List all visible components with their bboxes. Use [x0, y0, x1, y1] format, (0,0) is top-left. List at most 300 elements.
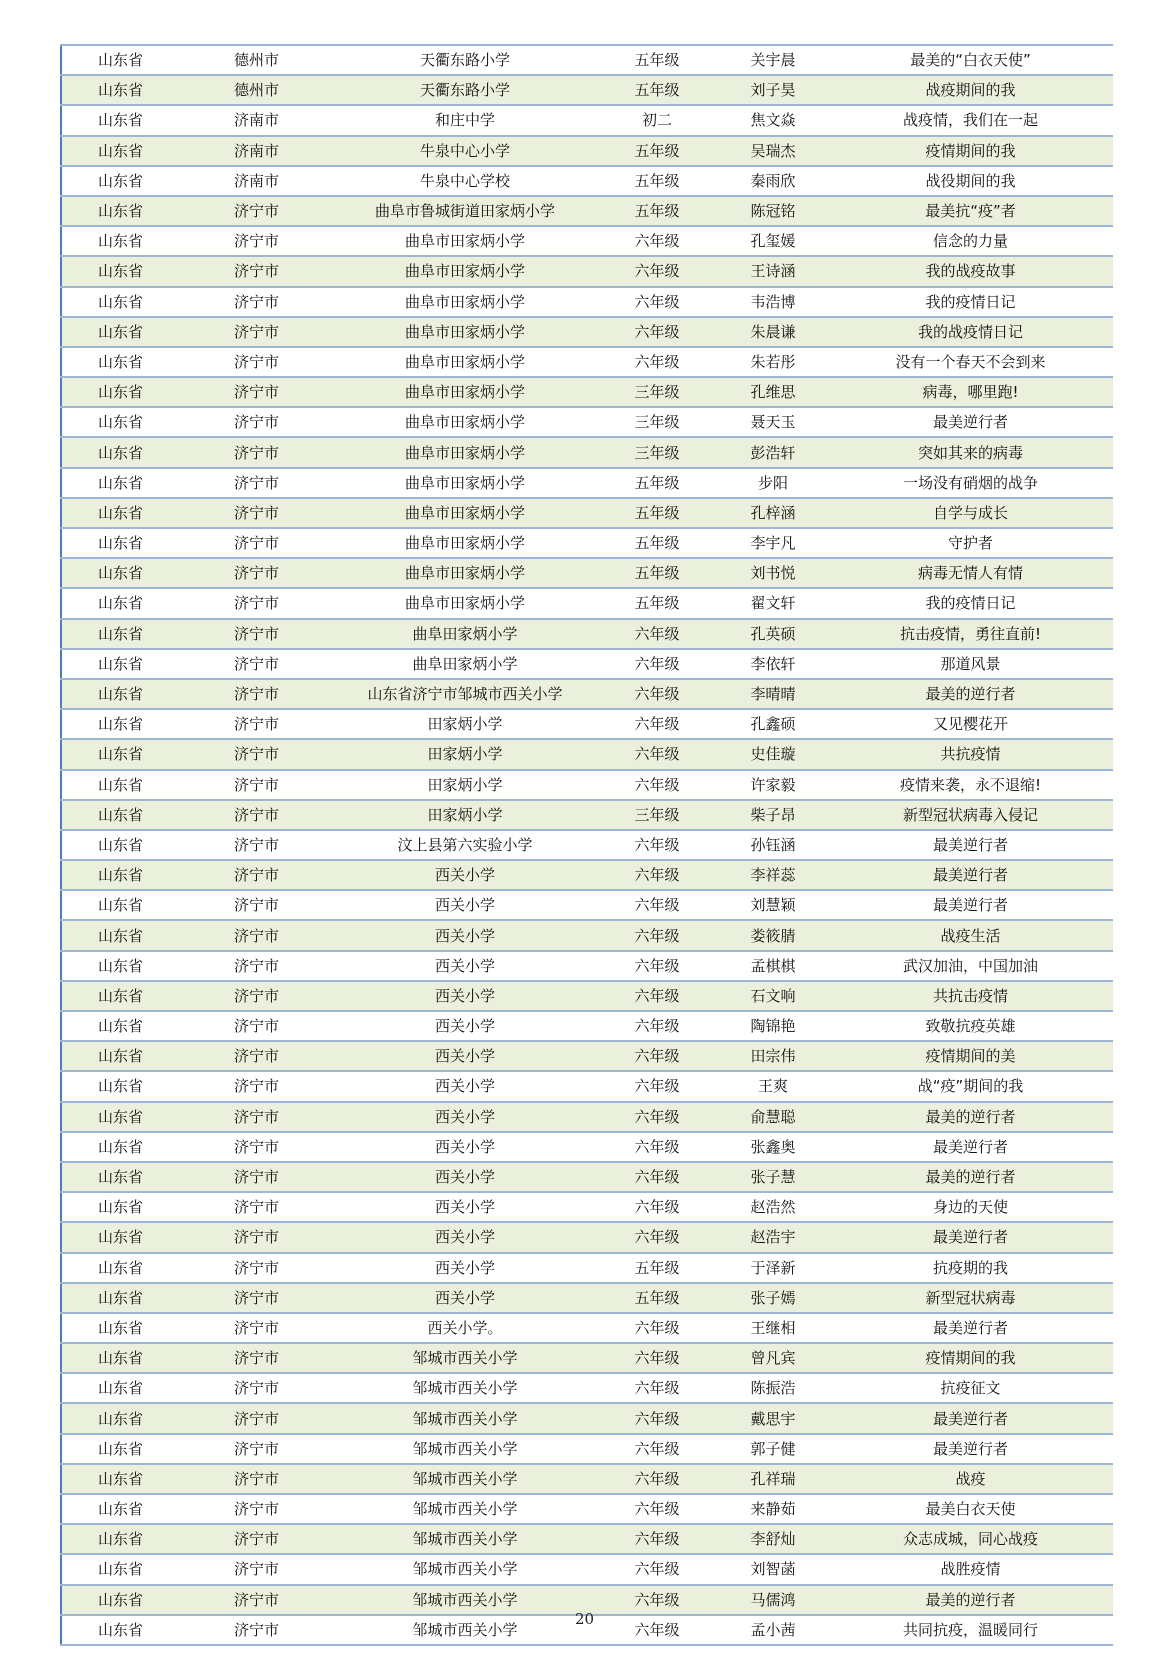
- school-cell: 牛泉中心小学: [334, 136, 596, 166]
- table-row: [61, 1434, 1113, 1464]
- grade-cell: 六年级: [596, 1011, 718, 1041]
- province-cell: 山东省: [61, 1434, 179, 1464]
- grade-cell: 五年级: [596, 558, 718, 588]
- province-cell: 山东省: [61, 890, 179, 920]
- essay-title-cell: 最美逆行者: [828, 1434, 1113, 1464]
- student-name-cell: 陈冠铭: [718, 196, 828, 226]
- student-name-cell: 孔维思: [718, 377, 828, 407]
- province-cell: 山东省: [61, 1283, 179, 1313]
- city-cell: 济宁市: [179, 317, 334, 347]
- essay-title-cell: 众志成城，同心战疫: [828, 1524, 1113, 1554]
- essay-title-cell: 共同抗疫，温暖同行: [828, 1615, 1113, 1645]
- grade-cell: 六年级: [596, 1554, 718, 1584]
- student-name-cell: 赵浩然: [718, 1192, 828, 1222]
- school-cell: 田家炳小学: [334, 800, 596, 830]
- student-name-cell: 朱晨谦: [718, 317, 828, 347]
- student-name-cell: 孙钰涵: [718, 830, 828, 860]
- grade-cell: 六年级: [596, 256, 718, 286]
- province-cell: 山东省: [61, 1373, 179, 1403]
- table-row: [61, 347, 1113, 377]
- table-row: [61, 981, 1113, 1011]
- essay-title-cell: 疫情来袭，永不退缩!: [828, 770, 1113, 800]
- grade-cell: 六年级: [596, 739, 718, 769]
- school-cell: 曲阜市田家炳小学: [334, 498, 596, 528]
- table-row: [61, 468, 1113, 498]
- student-name-cell: 田宗伟: [718, 1041, 828, 1071]
- student-name-cell: 刘慧颖: [718, 890, 828, 920]
- school-cell: 西关小学: [334, 1222, 596, 1252]
- province-cell: 山东省: [61, 1615, 179, 1645]
- province-cell: 山东省: [61, 136, 179, 166]
- school-cell: 曲阜市田家炳小学: [334, 317, 596, 347]
- grade-cell: 五年级: [596, 136, 718, 166]
- school-cell: 曲阜市田家炳小学: [334, 558, 596, 588]
- table-row: [61, 1253, 1113, 1283]
- grade-cell: 六年级: [596, 890, 718, 920]
- province-cell: 山东省: [61, 105, 179, 135]
- city-cell: 济宁市: [179, 1524, 334, 1554]
- table-row: [61, 105, 1113, 135]
- grade-cell: 六年级: [596, 1313, 718, 1343]
- table-row: [61, 256, 1113, 286]
- essay-title-cell: 战疫情，我们在一起: [828, 105, 1113, 135]
- essay-title-cell: 最美逆行者: [828, 860, 1113, 890]
- school-cell: 西关小学: [334, 920, 596, 950]
- school-cell: 西关小学。: [334, 1313, 596, 1343]
- school-cell: 邹城市西关小学: [334, 1434, 596, 1464]
- school-cell: 山东省济宁市邹城市西关小学: [334, 679, 596, 709]
- city-cell: 济宁市: [179, 920, 334, 950]
- province-cell: 山东省: [61, 588, 179, 618]
- province-cell: 山东省: [61, 407, 179, 437]
- essay-title-cell: 守护者: [828, 528, 1113, 558]
- table-row: [61, 437, 1113, 467]
- table-row: [61, 377, 1113, 407]
- province-cell: 山东省: [61, 287, 179, 317]
- essay-title-cell: 最美的逆行者: [828, 1585, 1113, 1615]
- table-row: [61, 679, 1113, 709]
- essay-title-cell: 一场没有硝烟的战争: [828, 468, 1113, 498]
- table-row: [61, 1041, 1113, 1071]
- city-cell: 济宁市: [179, 407, 334, 437]
- table-row: [61, 1162, 1113, 1192]
- student-name-cell: 孔鑫硕: [718, 709, 828, 739]
- province-cell: 山东省: [61, 860, 179, 890]
- essay-title-cell: 病毒无情人有情: [828, 558, 1113, 588]
- student-name-cell: 焦文焱: [718, 105, 828, 135]
- city-cell: 济宁市: [179, 1011, 334, 1041]
- school-cell: 邹城市西关小学: [334, 1615, 596, 1645]
- province-cell: 山东省: [61, 1192, 179, 1222]
- province-cell: 山东省: [61, 317, 179, 347]
- grade-cell: 五年级: [596, 468, 718, 498]
- table-row: [61, 1192, 1113, 1222]
- city-cell: 济宁市: [179, 588, 334, 618]
- essay-title-cell: 抗疫期的我: [828, 1253, 1113, 1283]
- grade-cell: 六年级: [596, 1434, 718, 1464]
- table-row: [61, 860, 1113, 890]
- province-cell: 山东省: [61, 1011, 179, 1041]
- grade-cell: 五年级: [596, 528, 718, 558]
- school-cell: 邹城市西关小学: [334, 1373, 596, 1403]
- table-row: [61, 317, 1113, 347]
- student-name-cell: 戴思宇: [718, 1403, 828, 1433]
- student-name-cell: 郭子健: [718, 1434, 828, 1464]
- essay-title-cell: 最美抗“疫”者: [828, 196, 1113, 226]
- grade-cell: 五年级: [596, 1283, 718, 1313]
- city-cell: 济宁市: [179, 830, 334, 860]
- essay-title-cell: 最美逆行者: [828, 890, 1113, 920]
- grade-cell: 三年级: [596, 800, 718, 830]
- table-row: [61, 498, 1113, 528]
- school-cell: 西关小学: [334, 1192, 596, 1222]
- school-cell: 田家炳小学: [334, 770, 596, 800]
- school-cell: 曲阜市田家炳小学: [334, 588, 596, 618]
- essay-title-cell: 最美逆行者: [828, 1132, 1113, 1162]
- city-cell: 济宁市: [179, 1494, 334, 1524]
- school-cell: 邹城市西关小学: [334, 1464, 596, 1494]
- grade-cell: 六年级: [596, 226, 718, 256]
- student-name-cell: 孔玺媛: [718, 226, 828, 256]
- essay-title-cell: 自学与成长: [828, 498, 1113, 528]
- city-cell: 济宁市: [179, 468, 334, 498]
- province-cell: 山东省: [61, 1464, 179, 1494]
- student-name-cell: 彭浩轩: [718, 437, 828, 467]
- student-name-cell: 孔英硕: [718, 619, 828, 649]
- city-cell: 济宁市: [179, 1434, 334, 1464]
- student-name-cell: 李晴晴: [718, 679, 828, 709]
- school-cell: 西关小学: [334, 860, 596, 890]
- school-cell: 西关小学: [334, 951, 596, 981]
- city-cell: 济宁市: [179, 1192, 334, 1222]
- grade-cell: 六年级: [596, 1343, 718, 1373]
- city-cell: 济宁市: [179, 649, 334, 679]
- city-cell: 德州市: [179, 75, 334, 105]
- province-cell: 山东省: [61, 739, 179, 769]
- city-cell: 济宁市: [179, 679, 334, 709]
- essay-title-cell: 武汉加油，中国加油: [828, 951, 1113, 981]
- table-row: [61, 1313, 1113, 1343]
- school-cell: 邹城市西关小学: [334, 1585, 596, 1615]
- grade-cell: 六年级: [596, 317, 718, 347]
- student-name-cell: 马儒鸿: [718, 1585, 828, 1615]
- student-name-cell: 孟小茜: [718, 1615, 828, 1645]
- grade-cell: 六年级: [596, 287, 718, 317]
- student-name-cell: 关宇晨: [718, 45, 828, 75]
- student-name-cell: 聂天玉: [718, 407, 828, 437]
- school-cell: 西关小学: [334, 1132, 596, 1162]
- grade-cell: 六年级: [596, 951, 718, 981]
- school-cell: 邹城市西关小学: [334, 1343, 596, 1373]
- school-cell: 邹城市西关小学: [334, 1524, 596, 1554]
- province-cell: 山东省: [61, 951, 179, 981]
- student-name-cell: 石文响: [718, 981, 828, 1011]
- grade-cell: 六年级: [596, 1071, 718, 1101]
- student-name-cell: 张鑫奥: [718, 1132, 828, 1162]
- grade-cell: 六年级: [596, 860, 718, 890]
- province-cell: 山东省: [61, 528, 179, 558]
- essay-title-cell: 战疫: [828, 1464, 1113, 1494]
- grade-cell: 六年级: [596, 649, 718, 679]
- school-cell: 西关小学: [334, 1102, 596, 1132]
- table-row: [61, 619, 1113, 649]
- student-name-cell: 张子慧: [718, 1162, 828, 1192]
- province-cell: 山东省: [61, 196, 179, 226]
- page-number: 20: [574, 1610, 595, 1628]
- city-cell: 济宁市: [179, 1313, 334, 1343]
- essay-title-cell: 最美逆行者: [828, 1403, 1113, 1433]
- essay-title-cell: 战“疫”期间的我: [828, 1071, 1113, 1101]
- table-row: [61, 136, 1113, 166]
- essay-title-cell: 最美白衣天使: [828, 1494, 1113, 1524]
- table-row: [61, 1011, 1113, 1041]
- grade-cell: 六年级: [596, 1222, 718, 1252]
- table-row: [61, 1222, 1113, 1252]
- city-cell: 济宁市: [179, 226, 334, 256]
- school-cell: 西关小学: [334, 1253, 596, 1283]
- essay-title-cell: 战役期间的我: [828, 166, 1113, 196]
- table-row: [61, 45, 1113, 75]
- table-row: [61, 1071, 1113, 1101]
- student-name-cell: 刘子昊: [718, 75, 828, 105]
- school-cell: 曲阜田家炳小学: [334, 649, 596, 679]
- school-cell: 曲阜市田家炳小学: [334, 437, 596, 467]
- province-cell: 山东省: [61, 1524, 179, 1554]
- essay-title-cell: 没有一个春天不会到来: [828, 347, 1113, 377]
- province-cell: 山东省: [61, 619, 179, 649]
- school-cell: 曲阜市田家炳小学: [334, 377, 596, 407]
- province-cell: 山东省: [61, 1403, 179, 1433]
- table-row: [61, 196, 1113, 226]
- school-cell: 西关小学: [334, 1071, 596, 1101]
- grade-cell: 六年级: [596, 920, 718, 950]
- grade-cell: 六年级: [596, 347, 718, 377]
- province-cell: 山东省: [61, 830, 179, 860]
- grade-cell: 五年级: [596, 45, 718, 75]
- student-name-cell: 张子嫣: [718, 1283, 828, 1313]
- city-cell: 济宁市: [179, 437, 334, 467]
- essay-title-cell: 病毒，哪里跑!: [828, 377, 1113, 407]
- essay-title-cell: 最美逆行者: [828, 830, 1113, 860]
- grade-cell: 六年级: [596, 709, 718, 739]
- grade-cell: 六年级: [596, 1041, 718, 1071]
- student-name-cell: 来静茹: [718, 1494, 828, 1524]
- city-cell: 济南市: [179, 105, 334, 135]
- table-row: [61, 75, 1113, 105]
- table-row: [61, 558, 1113, 588]
- student-name-cell: 陈振浩: [718, 1373, 828, 1403]
- city-cell: 济宁市: [179, 1253, 334, 1283]
- city-cell: 济宁市: [179, 1283, 334, 1313]
- city-cell: 济宁市: [179, 890, 334, 920]
- table-row: [61, 800, 1113, 830]
- essay-title-cell: 新型冠状病毒: [828, 1283, 1113, 1313]
- table-row: [61, 649, 1113, 679]
- grade-cell: 六年级: [596, 1162, 718, 1192]
- student-name-cell: 孔祥瑞: [718, 1464, 828, 1494]
- table-row: [61, 739, 1113, 769]
- province-cell: 山东省: [61, 468, 179, 498]
- essay-title-cell: 疫情期间的我: [828, 136, 1113, 166]
- table-row: [61, 1524, 1113, 1554]
- province-cell: 山东省: [61, 981, 179, 1011]
- student-name-cell: 孔梓涵: [718, 498, 828, 528]
- student-name-cell: 娄筱腈: [718, 920, 828, 950]
- essay-title-cell: 最美逆行者: [828, 1313, 1113, 1343]
- city-cell: 济宁市: [179, 1464, 334, 1494]
- essay-title-cell: 最美的逆行者: [828, 1162, 1113, 1192]
- grade-cell: 六年级: [596, 981, 718, 1011]
- grade-cell: 五年级: [596, 75, 718, 105]
- essay-title-cell: 疫情期间的我: [828, 1343, 1113, 1373]
- province-cell: 山东省: [61, 558, 179, 588]
- entries-table-body: [61, 45, 1113, 1645]
- province-cell: 山东省: [61, 770, 179, 800]
- school-cell: 西关小学: [334, 890, 596, 920]
- city-cell: 济宁市: [179, 256, 334, 286]
- student-name-cell: 翟文轩: [718, 588, 828, 618]
- school-cell: 曲阜市田家炳小学: [334, 528, 596, 558]
- grade-cell: 六年级: [596, 1132, 718, 1162]
- student-name-cell: 于泽新: [718, 1253, 828, 1283]
- grade-cell: 五年级: [596, 588, 718, 618]
- table-row: [61, 1343, 1113, 1373]
- student-name-cell: 史佳璇: [718, 739, 828, 769]
- table-row: [61, 1132, 1113, 1162]
- school-cell: 田家炳小学: [334, 709, 596, 739]
- province-cell: 山东省: [61, 1222, 179, 1252]
- student-name-cell: 曾凡宾: [718, 1343, 828, 1373]
- city-cell: 济宁市: [179, 1585, 334, 1615]
- student-name-cell: 许家毅: [718, 770, 828, 800]
- essay-title-cell: 共抗击疫情: [828, 981, 1113, 1011]
- essay-title-cell: 信念的力量: [828, 226, 1113, 256]
- city-cell: 济宁市: [179, 951, 334, 981]
- table-row: [61, 1283, 1113, 1313]
- table-row: [61, 1494, 1113, 1524]
- province-cell: 山东省: [61, 1162, 179, 1192]
- grade-cell: 六年级: [596, 1102, 718, 1132]
- city-cell: 济宁市: [179, 770, 334, 800]
- city-cell: 济宁市: [179, 377, 334, 407]
- essay-title-cell: 致敬抗疫英雄: [828, 1011, 1113, 1041]
- essay-title-cell: 最美逆行者: [828, 1222, 1113, 1252]
- grade-cell: 五年级: [596, 196, 718, 226]
- student-name-cell: 孟棋棋: [718, 951, 828, 981]
- student-name-cell: 王诗涵: [718, 256, 828, 286]
- essay-title-cell: 共抗疫情: [828, 739, 1113, 769]
- province-cell: 山东省: [61, 437, 179, 467]
- school-cell: 曲阜市田家炳小学: [334, 468, 596, 498]
- table-row: [61, 709, 1113, 739]
- grade-cell: 五年级: [596, 166, 718, 196]
- city-cell: 济宁市: [179, 1554, 334, 1584]
- grade-cell: 三年级: [596, 437, 718, 467]
- city-cell: 济宁市: [179, 1403, 334, 1433]
- student-name-cell: 步阳: [718, 468, 828, 498]
- school-cell: 曲阜市鲁城街道田家炳小学: [334, 196, 596, 226]
- province-cell: 山东省: [61, 1343, 179, 1373]
- grade-cell: 六年级: [596, 830, 718, 860]
- province-cell: 山东省: [61, 1585, 179, 1615]
- province-cell: 山东省: [61, 498, 179, 528]
- grade-cell: 六年级: [596, 1192, 718, 1222]
- grade-cell: 六年级: [596, 619, 718, 649]
- school-cell: 天衢东路小学: [334, 45, 596, 75]
- essay-title-cell: 战疫生活: [828, 920, 1113, 950]
- province-cell: 山东省: [61, 1313, 179, 1343]
- student-name-cell: 俞慧聪: [718, 1102, 828, 1132]
- school-cell: 牛泉中心学校: [334, 166, 596, 196]
- table-row: [61, 830, 1113, 860]
- city-cell: 济南市: [179, 166, 334, 196]
- province-cell: 山东省: [61, 1041, 179, 1071]
- school-cell: 曲阜田家炳小学: [334, 619, 596, 649]
- student-name-cell: 朱若彤: [718, 347, 828, 377]
- student-name-cell: 韦浩博: [718, 287, 828, 317]
- table-row: [61, 1464, 1113, 1494]
- essay-title-cell: 抗击疫情，勇往直前!: [828, 619, 1113, 649]
- table-row: [61, 287, 1113, 317]
- school-cell: 曲阜市田家炳小学: [334, 256, 596, 286]
- student-name-cell: 李依轩: [718, 649, 828, 679]
- entries-table: [60, 44, 1113, 1646]
- city-cell: 济宁市: [179, 558, 334, 588]
- school-cell: 西关小学: [334, 1011, 596, 1041]
- school-cell: 汶上县第六实验小学: [334, 830, 596, 860]
- city-cell: 济宁市: [179, 528, 334, 558]
- essay-title-cell: 疫情期间的美: [828, 1041, 1113, 1071]
- school-cell: 曲阜市田家炳小学: [334, 287, 596, 317]
- city-cell: 济宁市: [179, 1222, 334, 1252]
- student-name-cell: 吴瑞杰: [718, 136, 828, 166]
- essay-title-cell: 战疫期间的我: [828, 75, 1113, 105]
- city-cell: 济宁市: [179, 860, 334, 890]
- table-row: [61, 588, 1113, 618]
- province-cell: 山东省: [61, 649, 179, 679]
- table-row: [61, 226, 1113, 256]
- essay-title-cell: 最美的逆行者: [828, 679, 1113, 709]
- province-cell: 山东省: [61, 256, 179, 286]
- grade-cell: 六年级: [596, 1494, 718, 1524]
- table-row: [61, 1403, 1113, 1433]
- city-cell: 济宁市: [179, 1615, 334, 1645]
- province-cell: 山东省: [61, 1132, 179, 1162]
- city-cell: 济宁市: [179, 1373, 334, 1403]
- student-name-cell: 赵浩宇: [718, 1222, 828, 1252]
- student-name-cell: 李宇凡: [718, 528, 828, 558]
- grade-cell: 六年级: [596, 1373, 718, 1403]
- city-cell: 济宁市: [179, 1162, 334, 1192]
- school-cell: 邹城市西关小学: [334, 1554, 596, 1584]
- grade-cell: 六年级: [596, 1403, 718, 1433]
- grade-cell: 六年级: [596, 1615, 718, 1645]
- grade-cell: 六年级: [596, 1585, 718, 1615]
- province-cell: 山东省: [61, 75, 179, 105]
- essay-title-cell: 我的战疫情日记: [828, 317, 1113, 347]
- city-cell: 德州市: [179, 45, 334, 75]
- essay-title-cell: 最美逆行者: [828, 407, 1113, 437]
- school-cell: 曲阜市田家炳小学: [334, 347, 596, 377]
- grade-cell: 六年级: [596, 1464, 718, 1494]
- province-cell: 山东省: [61, 347, 179, 377]
- school-cell: 邹城市西关小学: [334, 1494, 596, 1524]
- grade-cell: 五年级: [596, 498, 718, 528]
- school-cell: 天衢东路小学: [334, 75, 596, 105]
- grade-cell: 五年级: [596, 1253, 718, 1283]
- student-name-cell: 王继相: [718, 1313, 828, 1343]
- school-cell: 邹城市西关小学: [334, 1403, 596, 1433]
